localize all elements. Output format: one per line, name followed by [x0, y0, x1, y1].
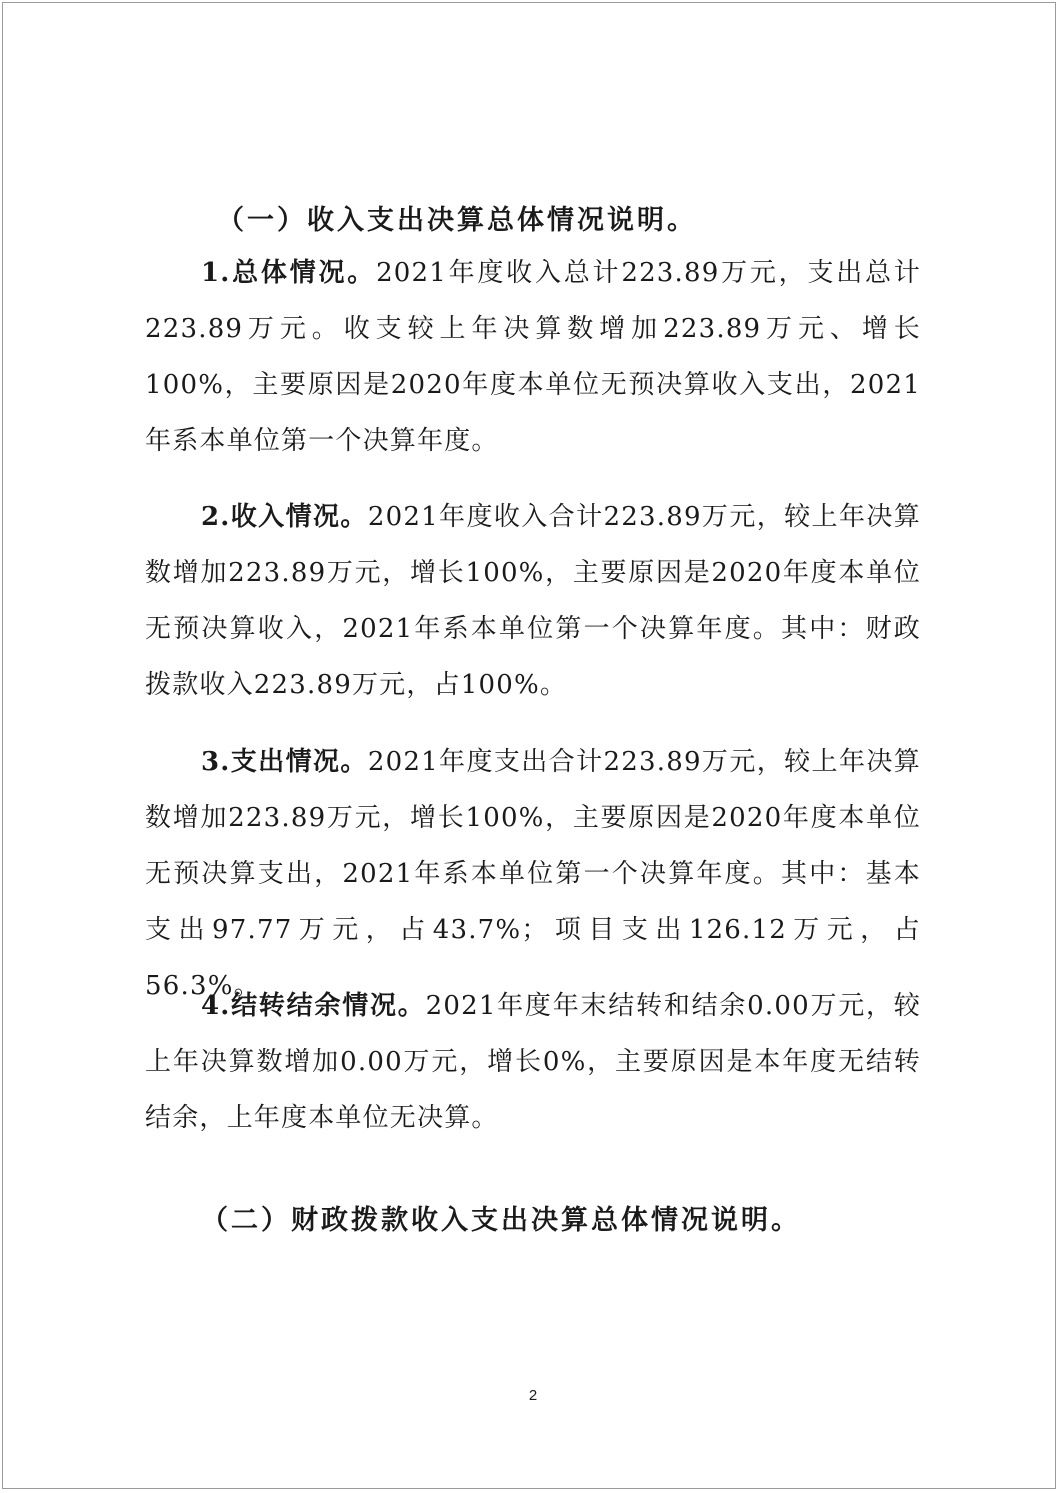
paragraph-carryover — [145, 978, 921, 1146]
paragraph-expenditure-text: 2021年度支出合计223.89万元，较上年决算数增加223.89万元，增长100%，主要原因是2020年度本单位无预决算支出，2021年系本单位第一个决算年度。其中：基本支出97.77万元，占43.7%；项目支出126.12万元，占56.3%。 — [145, 747, 922, 1001]
paragraph-overall-text: 2021年度收入总计223.89万元，支出总计223.89万元。收支较上年决算数增加223.89万元、增长100%，主要原因是2020年度本单位无预决算收入支出，2021年系本单位第一个决算年度。 — [145, 258, 921, 456]
page — [2, 2, 1056, 1489]
section-heading-2: （二）财政拨款收入支出决算总体情况说明。 — [201, 1205, 801, 1236]
section-heading-1: （一）收入支出决算总体情况说明。 — [217, 205, 697, 236]
page-number: 2 — [528, 1387, 538, 1404]
paragraph-income — [145, 489, 921, 713]
paragraph-carryover-lead: 4.结转结余情况。 — [201, 991, 426, 1021]
paragraph-income-text: 2021年度收入合计223.89万元，较上年决算数增加223.89万元，增长100%，主要原因是2020年度本单位无预决算收入，2021年系本单位第一个决算年度。其中：财政拨款收入223.89万元，占100%。 — [145, 502, 922, 700]
paragraph-expenditure — [145, 734, 921, 1014]
paragraph-overall — [145, 245, 921, 469]
paragraph-overall-lead: 1.总体情况。 — [201, 258, 377, 288]
paragraph-income-lead: 2.收入情况。 — [201, 502, 368, 532]
paragraph-carryover-text: 2021年度年末结转和结余0.00万元，较上年决算数增加0.00万元，增长0%，主要原因是本年度无结转结余，上年度本单位无决算。 — [145, 991, 921, 1133]
paragraph-expenditure-lead: 3.支出情况。 — [201, 747, 368, 777]
